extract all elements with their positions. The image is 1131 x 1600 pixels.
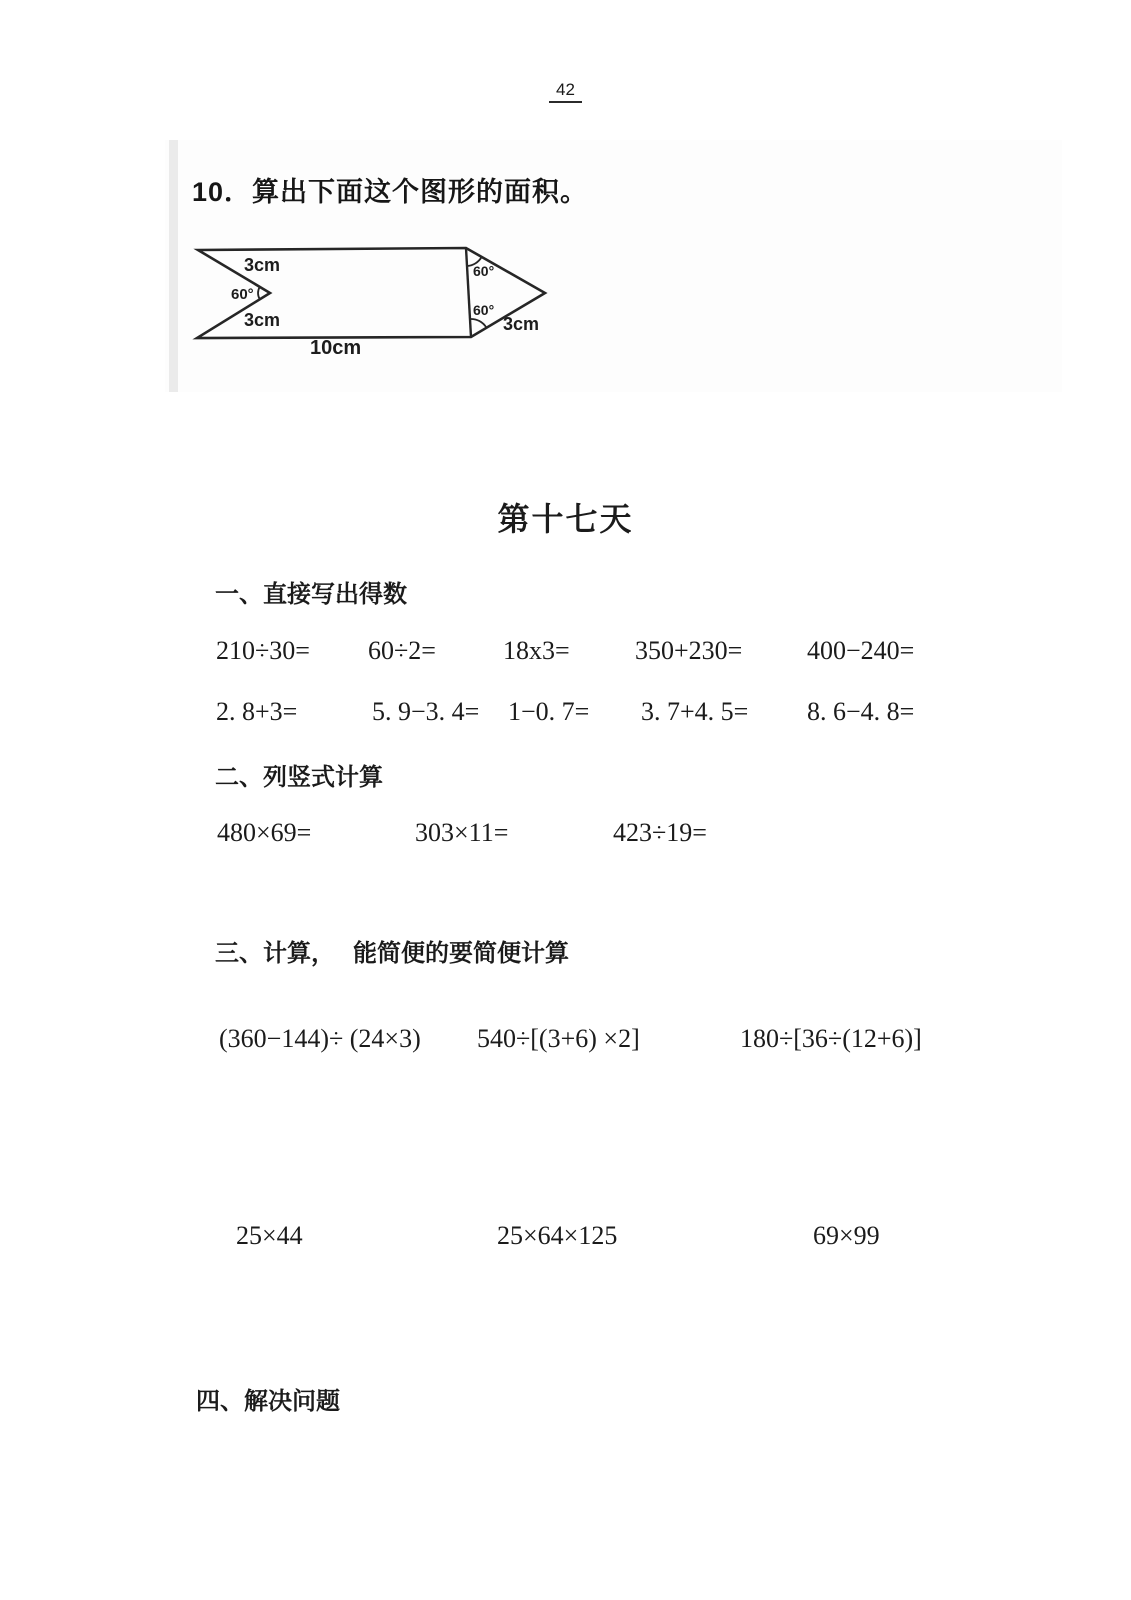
label-base: 10cm <box>310 337 362 359</box>
expression: 5. 9−3. 4= <box>372 697 480 726</box>
expression: 69×99 <box>813 1221 880 1250</box>
figure-arrow-shape <box>165 140 1062 392</box>
expression: 3. 7+4. 5= <box>641 697 749 726</box>
label-side-top-left: 3cm <box>244 255 281 275</box>
page-number-row <box>0 80 1131 103</box>
expression: 400−240= <box>807 636 915 665</box>
expression: 25×44 <box>236 1221 303 1250</box>
left-angle-arc <box>258 287 260 299</box>
expression: (360−144)÷ (24×3) <box>219 1024 421 1053</box>
expression: 60÷2= <box>368 636 436 665</box>
expression: 480×69= <box>217 818 312 847</box>
expression: 180÷[36÷(12+6)] <box>740 1024 922 1053</box>
section-three-heading: 三、计算， 能简便的要简便计算 <box>215 941 569 967</box>
expression: 303×11= <box>415 818 509 847</box>
question10-image-block <box>165 140 1062 392</box>
expression: 210÷30= <box>216 636 310 665</box>
expression: 423÷19= <box>613 818 707 847</box>
figure-divider-line <box>466 248 471 337</box>
label-angle-top-right: 60° <box>473 263 495 279</box>
section-four-heading: 四、解决问题 <box>196 1388 340 1415</box>
label-angle-bottom-right: 60° <box>473 302 495 318</box>
label-side-bottom-left: 3cm <box>244 310 281 330</box>
expression: 540÷[(3+6) ×2] <box>477 1024 640 1053</box>
section-two-heading: 二、列竖式计算 <box>215 765 383 791</box>
bottom-right-angle-arc <box>470 319 487 328</box>
section-one-heading: 一、直接写出得数 <box>215 582 407 608</box>
expression: 25×64×125 <box>497 1221 618 1250</box>
expression: 18x3= <box>503 636 570 665</box>
label-angle-left: 60° <box>231 286 254 303</box>
expression: 350+230= <box>635 636 743 665</box>
expression: 8. 6−4. 8= <box>807 697 915 726</box>
label-side-right: 3cm <box>503 314 540 334</box>
expression: 1−0. 7= <box>508 697 590 726</box>
day-heading: 第十七天 <box>497 501 634 537</box>
expression: 2. 8+3= <box>216 697 298 726</box>
question10-title: 10．算出下面这个图形的面积。 <box>192 177 589 207</box>
page-number: 42 <box>549 80 582 103</box>
